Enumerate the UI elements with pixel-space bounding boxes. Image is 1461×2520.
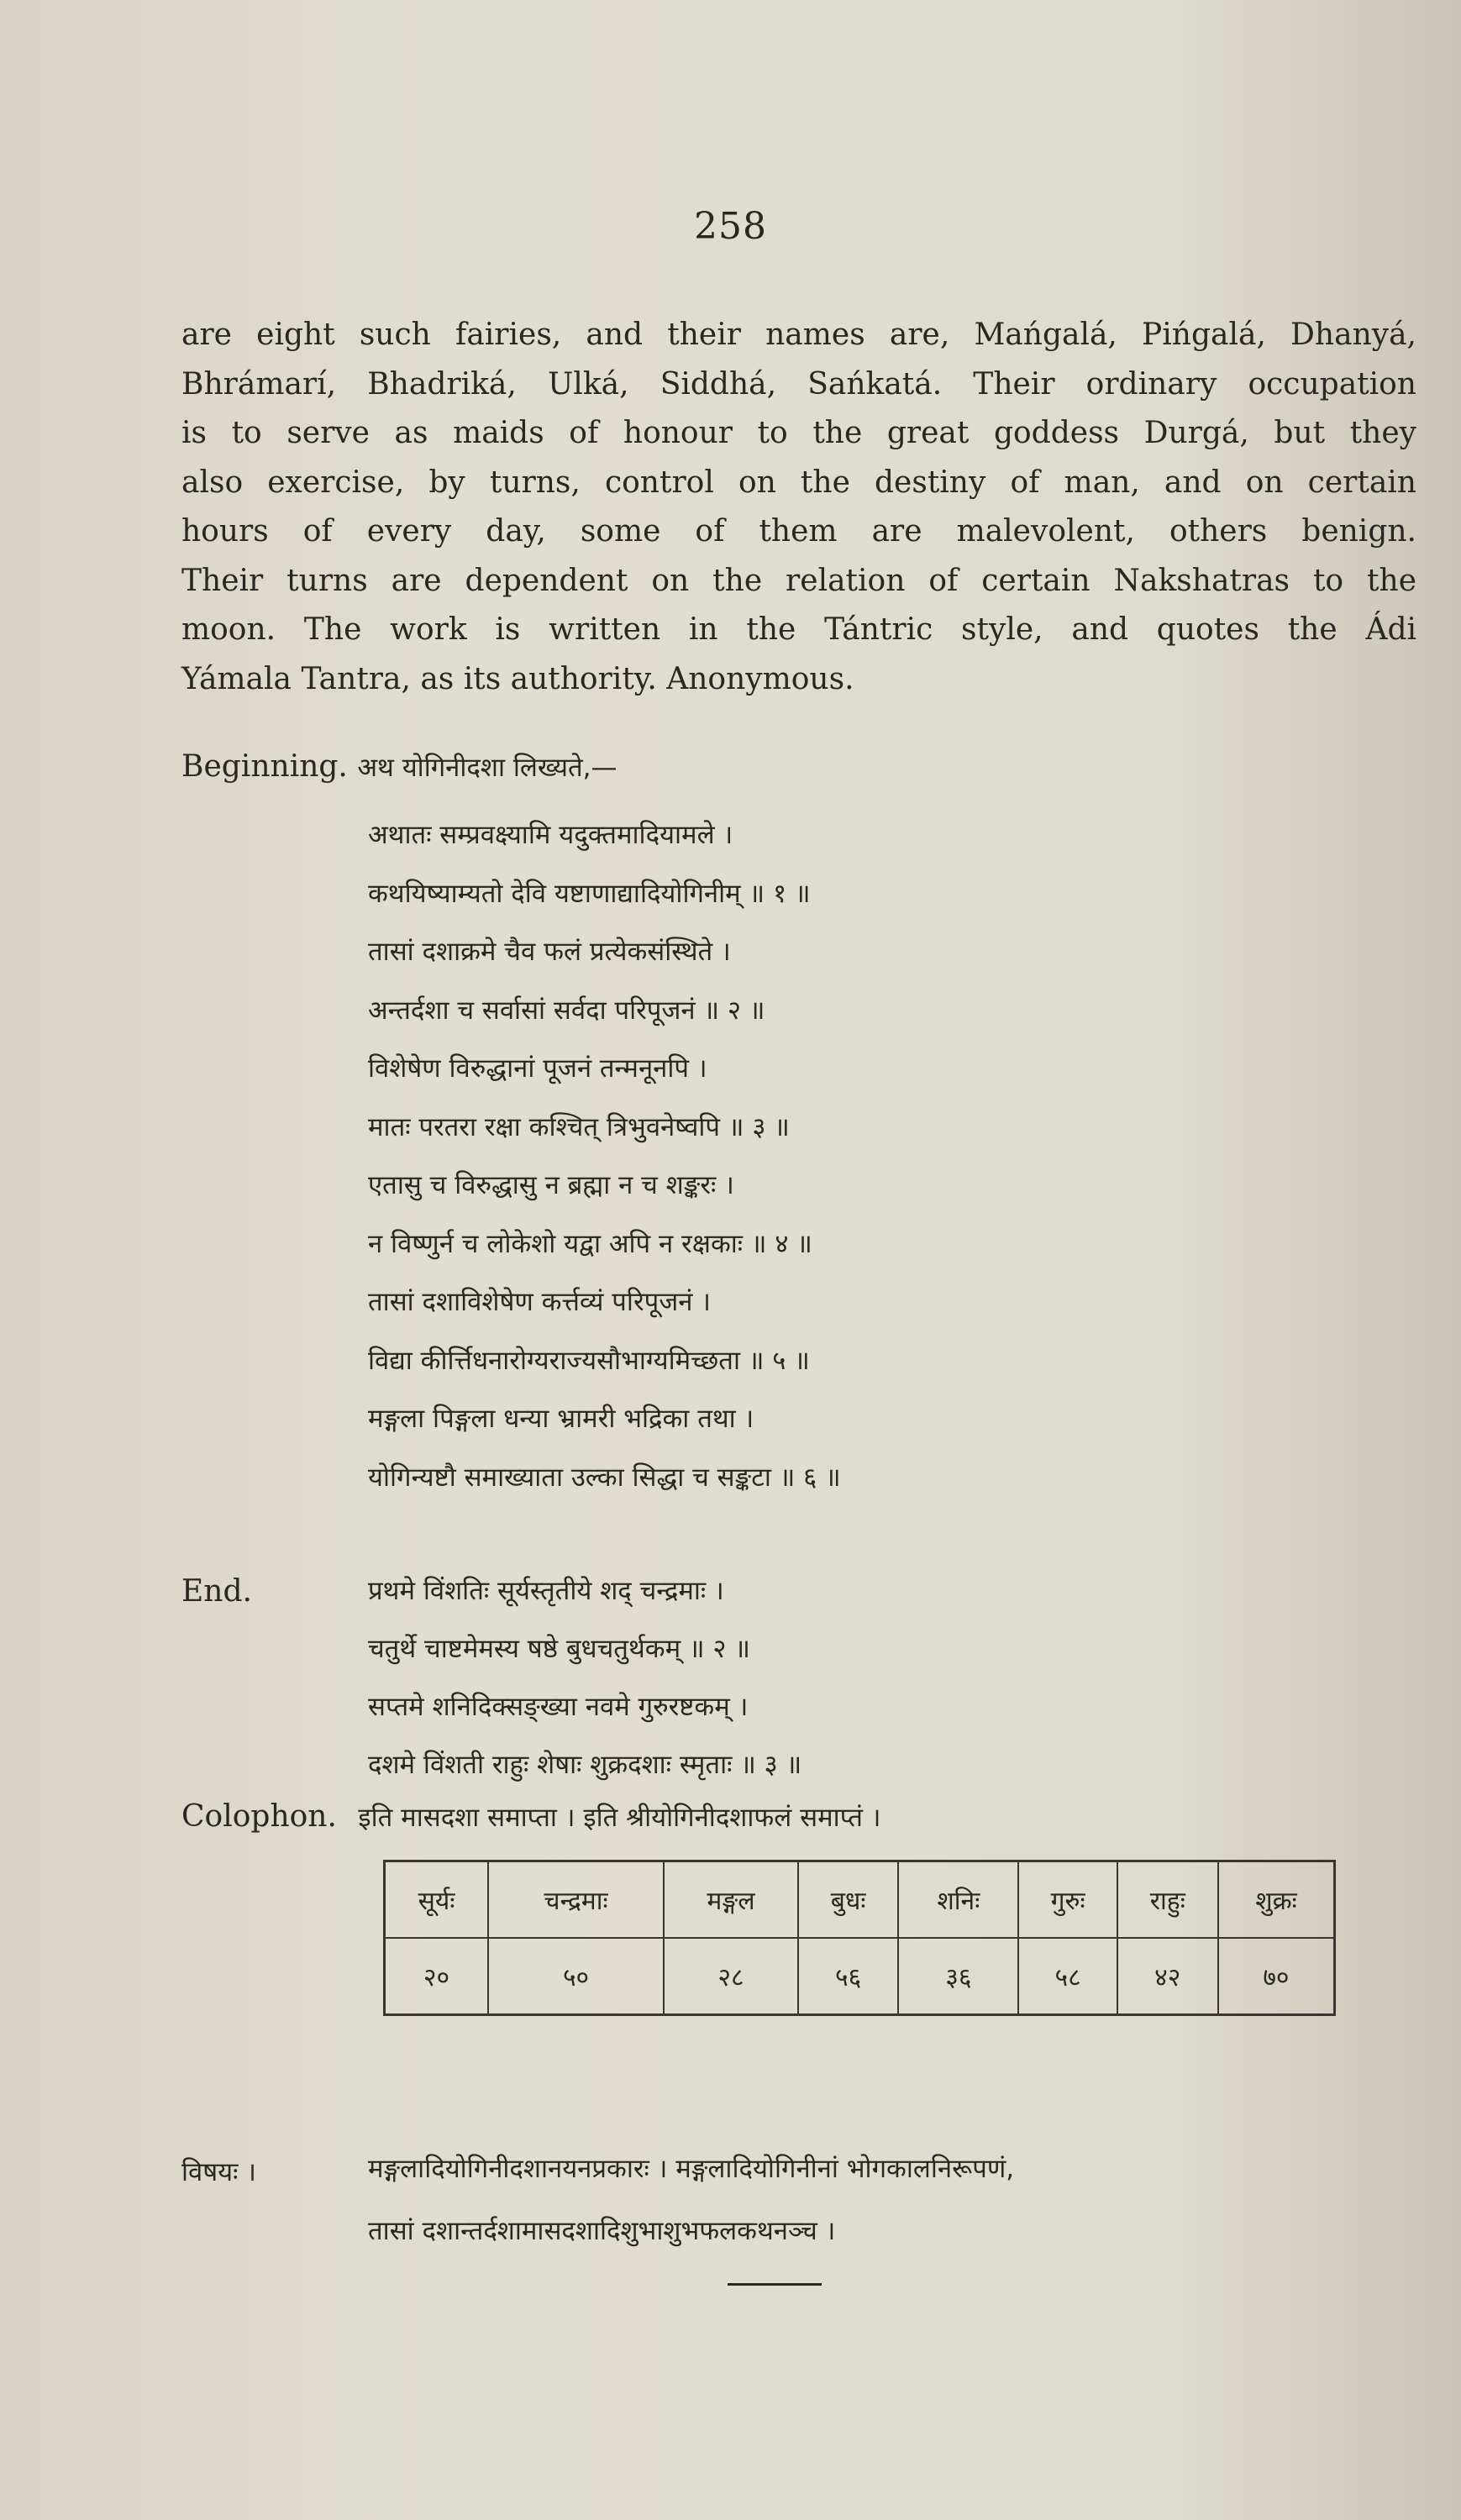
verse-line: सप्तमे शनिदिक्सङ्ख्या नवमे गुरुरष्टकम् ।	[368, 1692, 749, 1722]
paragraph-line: hours of every day, some of them are malevolent, others benign.	[181, 514, 1416, 549]
table-cell: ५६	[798, 1938, 898, 2013]
end-label: End.	[181, 1574, 252, 1609]
table-cell: २८	[664, 1938, 798, 2013]
description-paragraph	[181, 311, 1416, 704]
table-row	[386, 1938, 1333, 2013]
subject-label: विषयः ।	[181, 2157, 257, 2187]
paragraph-line: are eight such fairies, and their names are, Mańgalá, Pińgalá, Dhanyá,	[181, 318, 1416, 352]
verse-line: एतासु च विरुद्धासु न ब्रह्मा न च शङ्करः ।	[368, 1170, 734, 1200]
table-cell: ५०	[488, 1938, 664, 2013]
verse-line: विद्या कीर्त्तिधनारोग्यराज्यसौभाग्यमिच्छता ॥ ५ ॥	[368, 1345, 810, 1376]
table-header-cell: शनिः	[898, 1862, 1018, 1938]
verse-line: अथातः सम्प्रवक्ष्यामि यदुक्तमादियामले ।	[368, 820, 733, 850]
colophon-label: Colophon.	[181, 1799, 337, 1834]
closing-rule	[728, 2283, 822, 2286]
verse-line: दशमे विंशती राहुः शेषाः शुक्रदशाः स्मृताः ॥ ३ ॥	[368, 1750, 802, 1780]
subject-line: मङ्गलादियोगिनीदशानयनप्रकारः । मङ्गलादियोगिनीनां भोगकालनिरूपणं,	[368, 2154, 1015, 2184]
verse-line: न विष्णुर्न च लोकेशो यद्वा अपि न रक्षकाः ॥ ४ ॥	[368, 1228, 812, 1259]
verse-line: मङ्गला पिङ्गला धन्या भ्रामरी भद्रिका तथा ।	[368, 1404, 754, 1434]
table-header-cell: सूर्यः	[386, 1862, 488, 1938]
beginning-first-line: अथ योगिनीदशा लिख्यते,—	[357, 753, 618, 783]
table-header-cell: राहुः	[1117, 1862, 1218, 1938]
table-cell: २०	[423, 1963, 450, 1992]
paragraph-line: Bhrámarí, Bhadriká, Ulká, Siddhá, Sańkatá. Their ordinary occupation	[181, 366, 1416, 402]
colophon-section	[181, 1799, 881, 1835]
verse-line: योगिन्यष्टौ समाख्याता उल्का सिद्धा च सङ्कटा ॥ ६ ॥	[368, 1462, 841, 1493]
paragraph-line: Their turns are dependent on the relation of certain Nakshatras to the	[181, 563, 1416, 598]
verse-line: विशेषेण विरुद्धानां पूजनं तन्मनूनपि ।	[368, 1053, 707, 1084]
paragraph-line: also exercise, by turns, control on the destiny of man, and on certain	[181, 465, 1416, 500]
paragraph-line: Yámala Tantra, as its authority. Anonymous.	[181, 661, 854, 696]
table-header-cell: मङ्गल	[664, 1862, 798, 1938]
end-verses	[368, 1572, 801, 1804]
verse-line: चतुर्थे चाष्टमेमस्य षष्ठे बुधचतुर्थकम् ॥ २ ॥	[368, 1634, 750, 1664]
beginning-verses	[368, 816, 1393, 1517]
verse-line: तासां दशाक्रमे चैव फलं प्रत्येकसंस्थिते ।	[368, 937, 731, 967]
table-cell: ४२	[1117, 1938, 1218, 2013]
paragraph-line: moon. The work is written in the Tántric style, and quotes the Ádi	[181, 612, 1416, 647]
beginning-section	[181, 749, 618, 785]
paragraph-line: is to serve as maids of honour to the great goddess Durgá, but they	[181, 416, 1416, 450]
beginning-label: Beginning.	[181, 749, 348, 784]
verse-line: तासां दशाविशेषेण कर्त्तव्यं परिपूजनं ।	[368, 1287, 712, 1317]
subject-text	[368, 2150, 1014, 2271]
table-cell: ३६	[898, 1938, 1018, 2013]
planet-period-table	[383, 1860, 1336, 2016]
page-number: 258	[694, 205, 767, 248]
table-cell: ७०	[1218, 1938, 1333, 2013]
table-header-cell: बुधः	[798, 1862, 898, 1938]
verse-line: कथयिष्याम्यतो देवि यष्टाणाद्यादियोगिनीम् ॥ १ ॥	[368, 878, 811, 909]
table-cell: ५८	[1018, 1938, 1117, 2013]
colophon-text: इति मासदशा समाप्ता । इति श्रीयोगिनीदशाफलं समाप्तं ।	[358, 1803, 881, 1833]
verse-line: अन्तर्दशा च सर्वासां सर्वदा परिपूजनं ॥ २ ॥	[368, 995, 765, 1026]
table-header-cell: शुक्रः	[1218, 1862, 1333, 1938]
subject-line: तासां दशान्तर्दशामासदशादिशुभाशुभफलकथनञ्च ।	[368, 2216, 836, 2246]
table-header-row	[386, 1862, 1333, 1938]
table-header-cell: चन्द्रमाः	[488, 1862, 664, 1938]
verse-line: मातः परतरा रक्षा कश्चित् त्रिभुवनेष्वपि ॥ ३ ॥	[368, 1111, 790, 1142]
table-header-cell: गुरुः	[1018, 1862, 1117, 1938]
verse-line: प्रथमे विंशतिः सूर्यस्तृतीये शद् चन्द्रमाः ।	[368, 1576, 724, 1606]
